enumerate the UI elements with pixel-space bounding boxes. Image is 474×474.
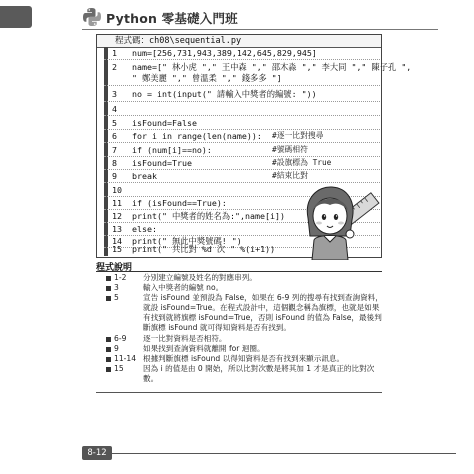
line-number: 3 [112,89,117,99]
code-line [112,157,192,169]
code-text: isFound=False [132,118,197,128]
code-text: if (num[i]==no): [132,145,212,155]
bullet-icon [106,276,111,281]
line-gutter-bar [104,47,108,256]
code-comment: #結束比對 [272,171,308,180]
footer-rule [112,453,456,454]
bullet-icon [106,286,111,291]
explanation-line-ref: 5 [114,293,119,302]
bullet-icon [106,337,111,342]
line-number: 7 [112,145,117,155]
code-line [112,117,197,129]
code-line-separator [104,59,380,60]
code-line [112,88,317,100]
page-number: 8-12 [82,446,112,460]
line-number: 1 [112,48,117,58]
line-number: 13 [112,224,122,234]
chapter-title: Python 零基礎入門班 [106,11,238,26]
code-text: no = int(input(" 請輸入中獎者的編號: ")) [132,89,317,99]
code-line [112,130,262,142]
explanation-title: 程式說明 [96,263,133,273]
code-text: else: [132,224,157,234]
code-text: " 鄭美麗 "," 曾溫柔 "," 錢多多 "] [132,73,282,83]
code-line [112,72,282,84]
code-text: print(" 中獎者的姓名為:",name[i]) [132,211,285,221]
explanation-line-ref: 9 [114,344,119,353]
code-line [112,184,132,196]
explanation-text: 宣告 isFound 並預設為 False，如果在 6-9 列的搜尋有找到查詢資料，就設 isFound=True。在程式設計中，這個觀念稱為旗標，也就是如果有找到就將旗標 isFound=True，否則 isFound 的值為 False，最後判斷旗標 isFound 就可得知資料是否有找到。 [143,293,383,332]
explanation-text: 逐一比對資料是否相符。 [143,334,227,343]
explanation-line-ref: 6-9 [114,334,127,343]
code-text: break [132,171,157,181]
code-line [112,223,157,235]
line-number: 10 [112,185,122,195]
line-number: 15 [112,244,122,254]
code-line [112,197,227,209]
explanation-line-ref: 11-14 [114,354,137,363]
explanation-text: 輸入中獎者的編號 no。 [143,283,224,292]
line-number: 9 [112,171,117,181]
line-number: 5 [112,118,117,128]
code-listing-title: 程式碼：ch08\sequential.py [115,36,242,46]
code-text: num=[256,731,943,389,142,645,829,945] [132,48,317,58]
header-rule [82,29,438,30]
code-line [112,47,317,59]
line-number: 14 [112,236,122,246]
code-line [112,170,157,182]
explanation-bottom-rule [96,392,382,393]
bullet-icon [106,357,111,362]
code-text: print(" 無此中獎號碼! ") [132,236,242,246]
code-comment: #逐一比對搜尋 [272,131,324,140]
line-number: 6 [112,131,117,141]
explanation-line-ref: 3 [114,283,119,292]
code-line [112,210,285,222]
cartoon-girl-with-ruler-illustration [298,178,382,260]
line-number: 11 [112,198,122,208]
bullet-icon [106,367,111,372]
explanation-text: 分別建立編號及姓名的對應串列。 [143,273,257,282]
code-line [112,103,132,115]
line-number: 12 [112,211,122,221]
code-text: isFound=True [132,158,192,168]
code-line-separator [104,101,380,102]
explanation-text: 根據判斷旗標 isFound 以得知資料是否有找到來顯示訊息。 [143,354,345,363]
explanation-top-rule [96,271,382,272]
explanation-text: 因為 i 的值是由 0 開始，所以比對次數是將其加 1 才是真正的比對次數。 [143,364,375,383]
line-number: 4 [112,104,117,114]
code-line-separator [104,85,380,86]
explanation-line-ref: 1-2 [114,273,127,282]
python-logo-icon [82,7,102,27]
bullet-icon [106,347,111,352]
code-text: if (isFound==True): [132,198,227,208]
explanation-line-ref: 15 [114,364,124,373]
line-number: 8 [112,158,117,168]
code-line-separator [104,115,380,116]
code-text: for i in range(len(name)): [132,131,262,141]
bullet-icon [106,296,111,301]
code-comment: #號碼相符 [272,145,308,154]
code-line [112,243,275,255]
line-number: 2 [112,62,117,72]
header-tab-marker [0,6,32,28]
code-line [112,144,212,156]
code-text: print(" 共比對 %d 次 " %(i+1)) [132,244,276,254]
code-text: name=[" 林小虎 "," 王中森 "," 邵木淼 "," 李大同 "," 陳子孔 ", [132,62,412,72]
explanation-text: 如果找到查詢資料就離開 for 迴圈。 [143,344,265,353]
code-line-separator [104,142,380,143]
code-comment: #設旗標為 True [272,158,332,167]
